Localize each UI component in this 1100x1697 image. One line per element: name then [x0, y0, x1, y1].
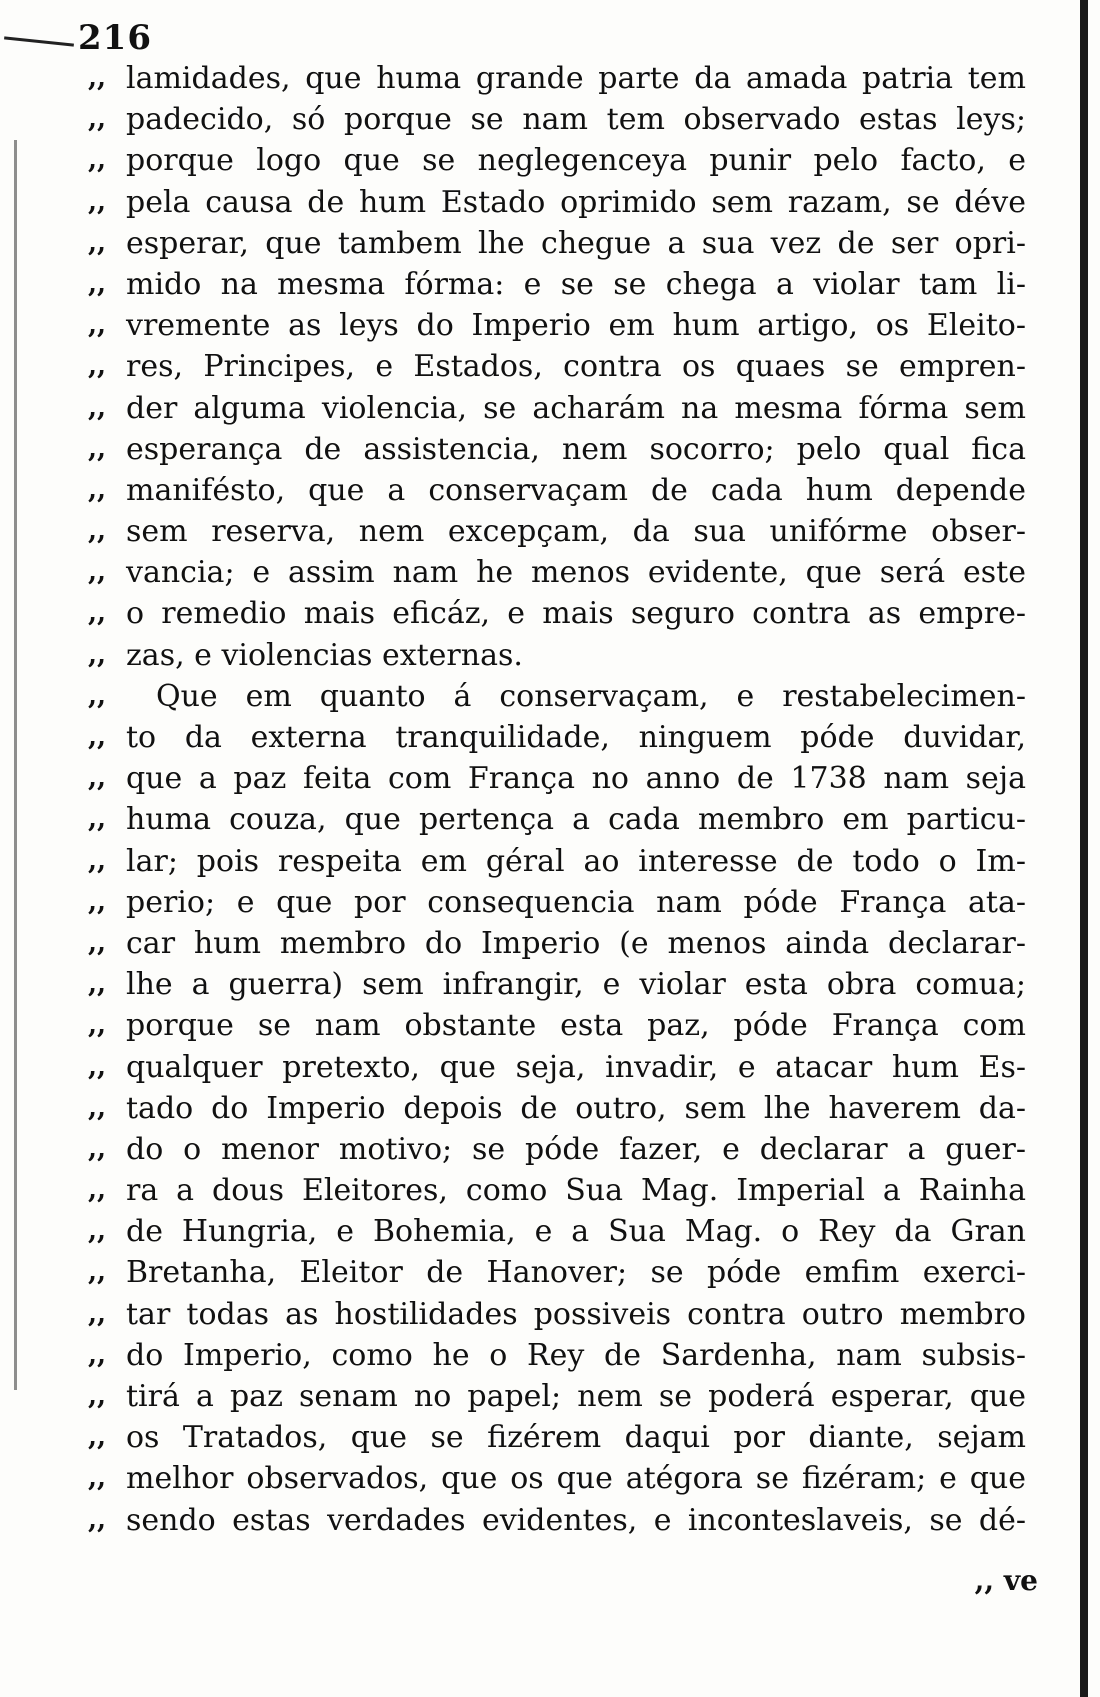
quotation-mark: ,,	[88, 145, 107, 176]
quotation-mark: ,,	[88, 433, 107, 464]
text-line	[88, 758, 1028, 799]
quotation-mark: ,,	[88, 1133, 107, 1164]
quotation-mark: ,,	[88, 63, 107, 93]
quotation-mark: ,,	[88, 310, 107, 341]
body-text	[88, 58, 1028, 1541]
text-line	[88, 1211, 1028, 1252]
line-text: qualquer pretexto, que seja, invadir, e atacar hum Es-	[126, 1049, 1026, 1085]
line-text: Bretanha, Eleitor de Hanover; se póde emfim exerci-	[126, 1255, 1026, 1291]
text-line	[88, 346, 1028, 387]
line-text: porque logo que se neglegenceya punir pelo facto, e	[126, 143, 1026, 179]
quotation-mark: ,,	[88, 104, 107, 135]
quotation-mark: ,,	[88, 763, 107, 794]
line-text: Que em quanto á conservaçam, e restabelecimen-	[156, 678, 1026, 714]
quotation-mark: ,,	[88, 1051, 107, 1082]
line-text: padecido, só porque se nam tem observado estas leys;	[126, 102, 1026, 138]
text-line	[88, 1458, 1028, 1499]
quotation-mark: ,,	[88, 927, 107, 958]
page-number: 216	[78, 18, 152, 58]
text-line	[88, 1335, 1028, 1376]
text-line	[88, 964, 1028, 1005]
quotation-mark: ,,	[88, 804, 107, 835]
text-line	[88, 223, 1028, 264]
text-line	[88, 635, 1028, 676]
quotation-mark: ,,	[88, 598, 107, 629]
text-line	[88, 1047, 1028, 1088]
text-line	[88, 1294, 1028, 1335]
text-line	[88, 511, 1028, 552]
line-text: vremente as leys do Imperio em hum artigo, os Eleito-	[126, 308, 1026, 344]
text-line	[88, 182, 1028, 223]
line-text: ra a dous Eleitores, como Sua Mag. Imperial a Rainha	[126, 1173, 1026, 1209]
quotation-mark: ,,	[88, 1339, 107, 1370]
text-line	[88, 1376, 1028, 1417]
line-text: vancia; e assim nam he menos evidente, que será este	[126, 555, 1026, 591]
binding-edge-mark	[4, 36, 74, 46]
quotation-mark: ,,	[88, 1422, 107, 1453]
line-text: do o menor motivo; se póde fazer, e declarar a guer-	[126, 1131, 1026, 1167]
text-line	[88, 923, 1028, 964]
quotation-mark: ,,	[88, 1175, 107, 1206]
line-text: sem reserva, nem excepçam, da sua unifórme obser-	[126, 514, 1026, 550]
text-line	[88, 388, 1028, 429]
text-line	[88, 429, 1028, 470]
text-line	[88, 717, 1028, 758]
text-line	[88, 882, 1028, 923]
catchword: ,, ve	[974, 1564, 1038, 1597]
line-text: lhe a guerra) sem infrangir, e violar esta obra comua;	[126, 967, 1026, 1003]
line-text: o remedio mais eficáz, e mais seguro contra as empre-	[126, 596, 1026, 632]
line-text: der alguma violencia, se acharám na mesma fórma sem	[126, 390, 1026, 426]
line-text: tar todas as hostilidades possiveis contra outro membro	[126, 1296, 1026, 1332]
text-line	[88, 799, 1028, 840]
text-line	[88, 552, 1028, 593]
line-text: lar; pois respeita em géral ao interesse de todo o Im-	[126, 843, 1026, 879]
quotation-mark: ,,	[88, 1257, 107, 1288]
quotation-mark: ,,	[88, 227, 107, 258]
right-page-edge	[1080, 0, 1088, 1697]
quotation-mark: ,,	[88, 845, 107, 876]
quotation-mark: ,,	[88, 1010, 107, 1041]
quotation-mark: ,,	[88, 886, 107, 917]
quotation-mark: ,,	[88, 557, 107, 588]
line-text: do Imperio, como he o Rey de Sardenha, nam subsis-	[126, 1337, 1026, 1373]
line-text: de Hungria, e Bohemia, e a Sua Mag. o Rey da Gran	[126, 1214, 1026, 1250]
quotation-mark: ,,	[88, 268, 107, 299]
quotation-mark: ,,	[88, 639, 107, 670]
line-text: zas, e violencias externas.	[126, 637, 523, 673]
line-text: melhor observados, que os que atégora se fizéram; e que	[126, 1461, 1026, 1497]
text-line	[88, 264, 1028, 305]
text-line	[88, 305, 1028, 346]
line-text: res, Principes, e Estados, contra os quaes se empren-	[126, 349, 1026, 385]
line-text: car hum membro do Imperio (e menos ainda declarar-	[126, 925, 1026, 961]
text-line	[88, 1500, 1028, 1541]
quotation-mark: ,,	[88, 1381, 107, 1411]
text-line	[88, 1088, 1028, 1129]
text-line	[88, 1170, 1028, 1211]
quotation-mark: ,,	[88, 474, 107, 505]
line-text: huma couza, que pertença a cada membro em particu-	[126, 802, 1026, 838]
text-line	[88, 593, 1028, 634]
quotation-mark: ,,	[88, 1463, 107, 1494]
line-text: perio; e que por consequencia nam póde França ata-	[126, 884, 1026, 920]
text-line	[88, 99, 1028, 140]
quotation-mark: ,,	[88, 516, 107, 547]
line-text: esperança de assistencia, nem socorro; pelo qual fica	[126, 431, 1026, 467]
line-text: tirá a paz senam no papel; nem se poderá esperar, que	[126, 1379, 1026, 1414]
left-margin-shadow	[14, 140, 17, 1390]
text-line	[88, 140, 1028, 181]
line-text: sendo estas verdades evidentes, e inconteslaveis, se dé-	[126, 1502, 1026, 1538]
quotation-mark: ,,	[88, 722, 107, 752]
line-text: to da externa tranquilidade, ninguem póde duvidar,	[126, 720, 1026, 755]
text-line	[88, 1252, 1028, 1293]
quotation-mark: ,,	[88, 392, 107, 423]
quotation-mark: ,,	[88, 351, 107, 382]
quotation-mark: ,,	[88, 1298, 107, 1329]
text-line	[88, 841, 1028, 882]
line-text: tado do Imperio depois de outro, sem lhe haverem da-	[126, 1090, 1026, 1126]
line-text: lamidades, que huma grande parte da amada patria tem	[126, 61, 1026, 96]
text-line	[88, 1417, 1028, 1458]
line-text: que a paz feita com França no anno de 1738 nam seja	[126, 761, 1026, 797]
quotation-mark: ,,	[88, 1092, 107, 1123]
line-text: porque se nam obstante esta paz, póde França com	[126, 1008, 1026, 1044]
quotation-mark: ,,	[88, 186, 107, 217]
quotation-mark: ,,	[88, 1216, 107, 1247]
line-text: os Tratados, que se fizérem daqui por diante, sejam	[126, 1420, 1026, 1456]
text-line	[88, 1005, 1028, 1046]
text-line	[88, 676, 1028, 717]
quotation-mark: ,,	[88, 969, 107, 1000]
text-line	[88, 470, 1028, 511]
line-text: mido na mesma fórma: e se se chega a violar tam li-	[126, 266, 1026, 302]
text-line	[88, 1129, 1028, 1170]
quotation-mark: ,,	[88, 680, 107, 711]
line-text: pela causa de hum Estado oprimido sem razam, se déve	[126, 184, 1026, 220]
text-line	[88, 58, 1028, 99]
line-text: esperar, que tambem lhe chegue a sua vez de ser opri-	[126, 225, 1026, 261]
quotation-mark: ,,	[88, 1504, 107, 1535]
line-text: manifésto, que a conservaçam de cada hum depende	[126, 472, 1026, 508]
